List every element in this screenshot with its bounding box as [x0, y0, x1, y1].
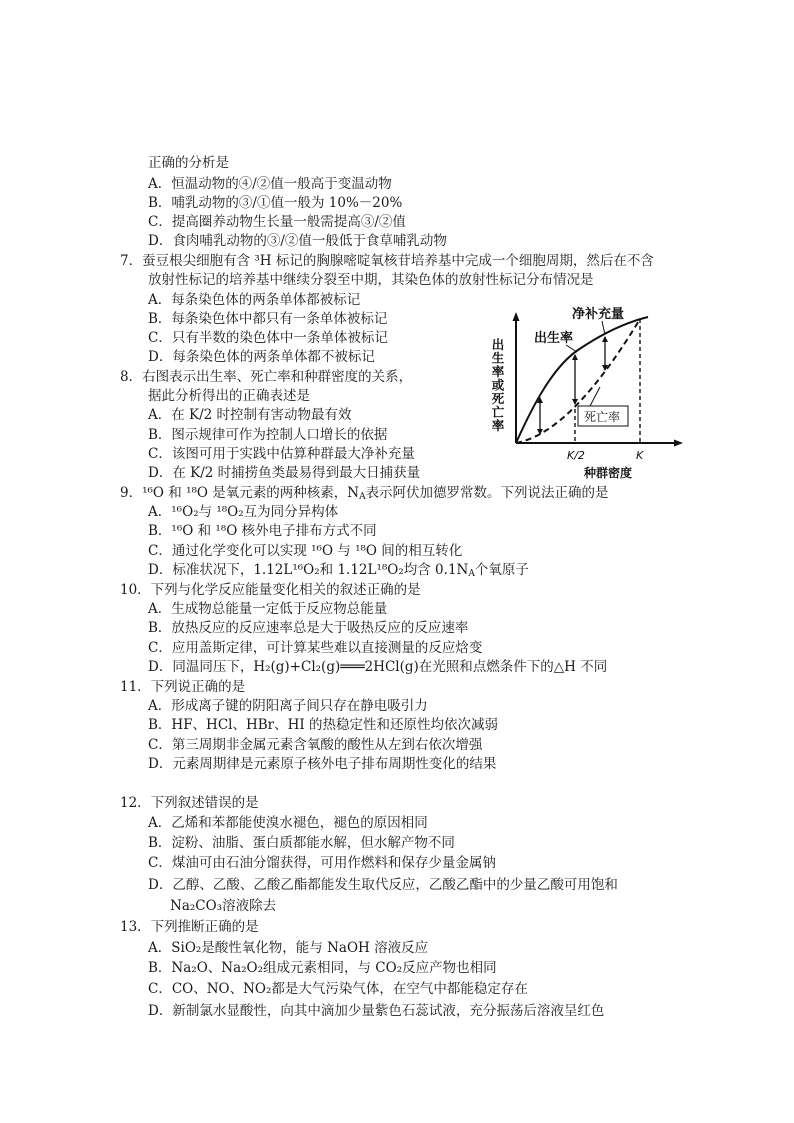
q9-option-d-text-b: 个氧原子	[474, 562, 529, 578]
q10-option-a: A．生成物总能量一定低于反应物总能量	[148, 601, 388, 617]
q9-option-b: B．¹⁶O 和 ¹⁸O 核外电子排布方式不同	[148, 523, 377, 539]
q9-option-d	[148, 561, 529, 579]
figure-y-axis-label: 出生率或死亡率	[490, 338, 505, 433]
q11-option-b: B．HF、HCl、HBr、HI 的热稳定性和还原性均依次减弱	[148, 717, 499, 733]
q6-option-c: C．提高圈养动物生长量一般需提高③/②值	[148, 214, 406, 230]
q7-option-b: B．每条染色体中都只有一条单体被标记	[148, 311, 388, 327]
death-rate-label: 死亡率	[584, 410, 621, 424]
net-gain-pointer	[602, 321, 605, 335]
net-gain-label: 净补充量	[572, 307, 625, 322]
q13-option-a: A．SiO₂是酸性氧化物，能与 NaOH 溶液反应	[148, 940, 429, 956]
q10-option-b: B．放热反应的反应速率总是大于吸热反应的反应速率	[148, 620, 469, 636]
q9-stem	[120, 484, 609, 502]
q6-option-a: A．恒温动物的④/②值一般高于变温动物	[148, 176, 392, 192]
q12-option-d-continued: Na₂CO₃溶液除去	[170, 898, 277, 914]
q7-option-d: D．每条染色体的两条单体都不被标记	[148, 349, 375, 365]
q9-option-d-subscript: A	[468, 569, 475, 579]
q7-option-c: C．只有半数的染色体中一条单体被标记	[148, 330, 388, 346]
birth-rate-pointer	[566, 345, 577, 352]
q11-stem: 11．下列说正确的是	[120, 679, 246, 695]
q8-stem-line-2: 据此分析得出的正确表述是	[148, 388, 310, 404]
q7-stem-line-2: 放射性标记的培养基中继续分裂至中期，其染色体的放射性标记分布情况是	[148, 272, 594, 288]
q8-option-c: C．该图可用于实践中估算种群最大净补充量	[148, 446, 415, 462]
q10-stem: 10．下列与化学反应能量变化相关的叙述正确的是	[120, 582, 421, 598]
population-density-figure	[488, 305, 688, 485]
y-axis-arrow	[513, 312, 520, 321]
q13-option-d: D．新制氯水显酸性，向其中滴加少量紫色石蕊试液，充分振荡后溶液呈红色	[148, 1003, 605, 1019]
q9-option-a: A．¹⁶O₂与 ¹⁸O₂互为同分异构体	[148, 504, 339, 520]
x-axis-arrow	[674, 440, 683, 447]
q10-option-d: D．同温同压下，H₂(g)+Cl₂(g)═══2HCl(g)在光照和点燃条件下的△H 不同	[148, 659, 608, 675]
q8-option-a: A．在 K/2 时控制有害动物最有效	[148, 407, 352, 423]
q8-stem-line-1: 8．右图表示出生率、死亡率和种群密度的关系，	[120, 369, 413, 385]
q6-stem-tail: 正确的分析是	[148, 155, 229, 171]
tick-k-half: K/2	[567, 449, 585, 462]
q7-stem-line-1: 7．蚕豆根尖细胞有含 ³H 标记的胸腺嘧啶氧核苷培养基中完成一个细胞周期，然后在不含	[120, 253, 654, 269]
q11-option-c: C．第三周期非金属元素含氧酸的酸性从左到右依次增强	[148, 737, 483, 753]
q13-option-b: B．Na₂O、Na₂O₂组成元素相同，与 CO₂反应产物也相同	[148, 960, 497, 976]
q10-option-c: C．应用盖斯定律，可计算某些难以直接测量的反应焓变	[148, 640, 483, 656]
q11-option-d: D．元素周期律是元素原子核外电子排布周期性变化的结果	[148, 756, 497, 772]
q11-option-a: A．形成离子键的阴阳离子间只存在静电吸引力	[148, 698, 428, 714]
q6-option-b: B．哺乳动物的③/①值一般为 10%－20%	[148, 195, 403, 211]
q13-option-c: C．CO、NO、NO₂都是大气污染气体，在空气中都能稳定存在	[148, 981, 528, 997]
q12-option-a: A．乙烯和苯都能使溴水褪色，褪色的原因相同	[148, 815, 428, 831]
q12-option-d: D．乙醇、乙酸、乙酸乙酯都能发生取代反应，乙酸乙酯中的少量乙酸可用饱和	[148, 877, 618, 893]
q12-stem: 12．下列叙述错误的是	[120, 795, 259, 811]
q6-option-d: D．食肉哺乳动物的③/②值一般低于食草哺乳动物	[148, 233, 447, 249]
q12-option-b: B．淀粉、油脂、蛋白质都能水解，但水解产物不同	[148, 835, 455, 851]
q9-option-c: C．通过化学变化可以实现 ¹⁶O 与 ¹⁸O 间的相互转化	[148, 543, 463, 559]
q8-option-b: B．图示规律可作为控制人口增长的依据	[148, 427, 388, 443]
figure-x-axis-label: 种群密度	[584, 466, 633, 480]
q9-option-d-text-a: D．标准状况下，1.12L¹⁶O₂和 1.12L¹⁸O₂均含 0.1N	[148, 562, 469, 578]
q12-option-c: C．煤油可由石油分馏获得，可用作燃料和保存少量金属钠	[148, 855, 496, 871]
q9-stem-text-b: 表示阿伏加德罗常数。下列说法正确的是	[365, 485, 609, 501]
birth-rate-label: 出生率	[534, 331, 574, 346]
q7-option-a: A．每条染色体的两条单体都被标记	[148, 292, 361, 308]
q8-option-d: D．在 K/2 时捕捞鱼类最易得到最大日捕获量	[148, 465, 421, 481]
q9-stem-subscript: A	[359, 492, 366, 502]
q13-stem: 13．下列推断正确的是	[120, 919, 259, 935]
tick-k: K	[636, 449, 644, 462]
q9-stem-text-a: 9．¹⁶O 和 ¹⁸O 是氧元素的两种核素，N	[120, 485, 360, 501]
